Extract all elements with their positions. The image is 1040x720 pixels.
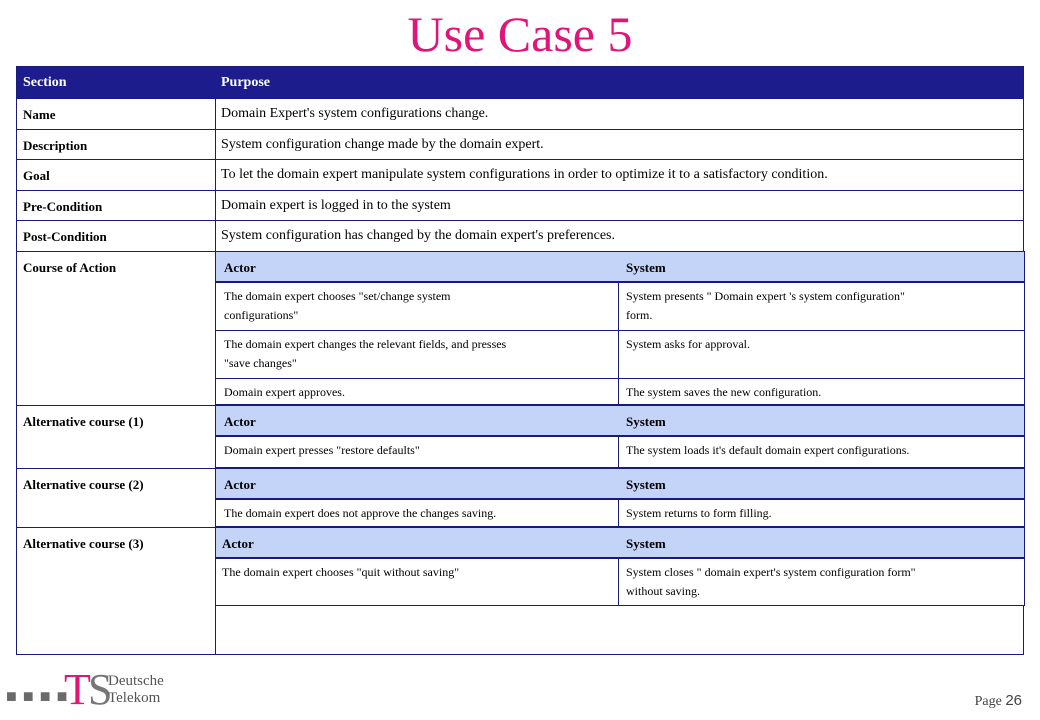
actor-step: Domain expert presses "restore defaults" — [224, 443, 420, 457]
alternative-course-2-table — [215, 468, 1025, 527]
header-purpose: Purpose — [221, 75, 270, 90]
row-value: System configuration change made by the domain expert. — [221, 137, 544, 152]
table-header — [17, 67, 1023, 98]
use-case-table — [16, 66, 1024, 655]
actor-header: Actor — [222, 536, 254, 551]
actor-step: The domain expert chooses "quit without saving" — [222, 565, 460, 579]
header-section: Section — [23, 75, 67, 90]
subtable-header — [216, 406, 1024, 436]
alternative-course-1-table — [215, 405, 1025, 468]
table-row — [17, 129, 1023, 159]
brand-line-2: Telekom — [108, 690, 161, 706]
slide-title: Use Case 5 — [407, 6, 633, 62]
actor-step: The domain expert does not approve the changes saving. — [224, 506, 497, 520]
step-row — [216, 282, 1024, 330]
system-step: System presents " Domain expert 's system configuration" form. — [626, 289, 905, 322]
page-indicator — [975, 692, 1022, 710]
system-step: The system loads it's default domain expert configurations. — [626, 443, 910, 457]
subtable-header — [216, 252, 1024, 282]
row-label: Alternative course (2) — [23, 477, 144, 492]
telekom-logo-t: T — [64, 665, 91, 714]
system-step: The system saves the new configuration. — [626, 385, 822, 399]
actor-step: The domain expert chooses "set/change system configurations" — [224, 289, 451, 322]
row-label: Post-Condition — [23, 229, 107, 244]
actor-step: The domain expert changes the relevant fields, and presses "save changes" — [224, 337, 507, 370]
row-label: Alternative course (3) — [23, 536, 144, 551]
alternative-course-3-table — [215, 527, 1025, 606]
brand-line-1: Deutsche — [108, 673, 164, 689]
page-number: 26 — [1005, 692, 1022, 709]
row-value: To let the domain expert manipulate system configurations in order to optimize it to a satisfactory condition. — [221, 167, 828, 182]
actor-header: Actor — [224, 477, 256, 492]
system-header: System — [626, 477, 666, 492]
row-label: Description — [23, 138, 88, 153]
row-label: Goal — [23, 168, 50, 183]
table-row — [17, 190, 1023, 220]
actor-step: Domain expert approves. — [224, 385, 345, 399]
row-label: Course of Action — [23, 260, 117, 275]
actor-header: Actor — [224, 414, 256, 429]
course-of-action-table — [215, 251, 1025, 405]
step-row — [216, 330, 1024, 378]
decorative-dots: ■■■■ — [6, 686, 74, 706]
system-header: System — [626, 414, 666, 429]
table-row — [17, 98, 1023, 129]
row-label: Name — [23, 107, 56, 122]
row-value: Domain Expert's system configurations change. — [221, 106, 489, 121]
system-header: System — [626, 536, 666, 551]
subtable-header — [216, 528, 1024, 558]
table-row — [17, 159, 1023, 190]
row-value: Domain expert is logged in to the system — [221, 198, 451, 213]
step-row — [216, 499, 1024, 528]
row-value: System configuration has changed by the domain expert's preferences. — [221, 228, 616, 243]
system-header: System — [626, 260, 666, 275]
system-step: System closes " domain expert's system configuration form" without saving. — [626, 565, 916, 598]
row-label: Pre-Condition — [23, 199, 103, 214]
step-row — [216, 378, 1024, 406]
step-row — [216, 558, 1024, 607]
telekom-brand-text — [108, 673, 164, 707]
subtable-header — [216, 469, 1024, 499]
step-row — [216, 436, 1024, 469]
system-step: System returns to form filling. — [626, 506, 772, 520]
system-step: System asks for approval. — [626, 337, 750, 351]
actor-header: Actor — [224, 260, 256, 275]
telekom-logo-s: S — [88, 665, 113, 714]
row-label: Alternative course (1) — [23, 414, 144, 429]
table-row — [17, 220, 1023, 251]
page-label: Page — [974, 694, 1002, 709]
